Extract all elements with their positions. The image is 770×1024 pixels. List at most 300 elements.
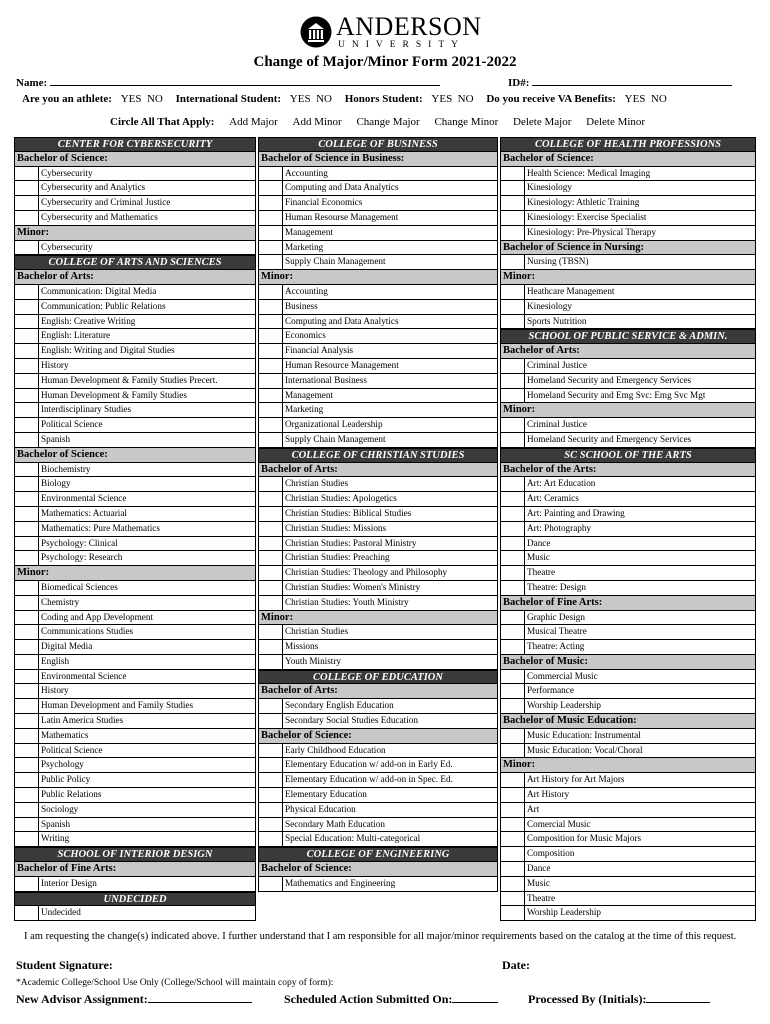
- program-checkbox[interactable]: [259, 522, 283, 536]
- program-checkbox[interactable]: [259, 181, 283, 195]
- program-checkbox[interactable]: [259, 241, 283, 255]
- international-options[interactable]: YES NO: [289, 93, 332, 105]
- program-label: Organizational Leadership: [285, 419, 383, 430]
- program-label: Financial Economics: [285, 197, 363, 208]
- program-checkbox[interactable]: [259, 374, 283, 388]
- program-label: Biology: [41, 478, 71, 489]
- program-checkbox[interactable]: [15, 522, 39, 536]
- program-row: [14, 670, 256, 685]
- program-label: Music: [527, 877, 550, 888]
- program-checkbox[interactable]: [259, 744, 283, 758]
- program-checkbox[interactable]: [501, 906, 525, 920]
- program-label: Interdisciplinary Studies: [41, 404, 132, 415]
- program-checkbox[interactable]: [259, 625, 283, 639]
- program-checkbox[interactable]: [259, 537, 283, 551]
- program-label: Marketing: [285, 241, 324, 252]
- program-checkbox[interactable]: [259, 507, 283, 521]
- program-checkbox[interactable]: [15, 196, 39, 210]
- program-checkbox[interactable]: [15, 788, 39, 802]
- program-row: [258, 507, 498, 522]
- program-checkbox[interactable]: [501, 433, 525, 447]
- program-row: [258, 329, 498, 344]
- advisor-label: New Advisor Assignment:: [16, 992, 148, 1006]
- program-checkbox[interactable]: [259, 167, 283, 181]
- program-row: [500, 315, 756, 330]
- program-label: Mathematics and Engineering: [285, 877, 396, 888]
- program-checkbox[interactable]: [259, 344, 283, 358]
- degree-header: Minor:: [258, 270, 498, 285]
- name-label: Name:: [16, 77, 50, 89]
- program-checkbox[interactable]: [259, 255, 283, 269]
- program-row: [258, 640, 498, 655]
- logo-name: ANDERSON: [336, 12, 482, 41]
- program-checkbox[interactable]: [15, 714, 39, 728]
- international-label: International Student:: [175, 93, 282, 105]
- program-label: Homeland Security and Emergency Services: [527, 433, 692, 444]
- program-checkbox[interactable]: [15, 551, 39, 565]
- section-header-center-for-cybersecurity: CENTER FOR CYBERSECURITY: [14, 137, 256, 152]
- program-checkbox[interactable]: [259, 329, 283, 343]
- program-row: [14, 640, 256, 655]
- section-header-college-of-christian-studies: COLLEGE OF CHRISTIAN STUDIES: [258, 448, 498, 463]
- program-checkbox[interactable]: [501, 181, 525, 195]
- program-checkbox[interactable]: [501, 167, 525, 181]
- program-label: Performance: [527, 685, 574, 696]
- program-checkbox[interactable]: [259, 285, 283, 299]
- program-label: Art History: [527, 789, 570, 800]
- program-column-left: [14, 137, 256, 921]
- program-checkbox[interactable]: [501, 818, 525, 832]
- program-checkbox[interactable]: [501, 492, 525, 506]
- program-checkbox[interactable]: [501, 300, 525, 314]
- program-checkbox[interactable]: [15, 773, 39, 787]
- program-row: [500, 684, 756, 699]
- degree-header: Bachelor of Arts:: [258, 684, 498, 699]
- program-checkbox[interactable]: [15, 418, 39, 432]
- program-checkbox[interactable]: [259, 566, 283, 580]
- advisor-field[interactable]: [148, 993, 252, 1003]
- processed-row: [528, 992, 710, 1007]
- program-column-right: [500, 137, 756, 921]
- program-row: [500, 862, 756, 877]
- program-checkbox[interactable]: [15, 374, 39, 388]
- program-row: [14, 167, 256, 182]
- program-checkbox[interactable]: [15, 329, 39, 343]
- program-label: International Business: [285, 374, 367, 385]
- degree-header: Minor:: [258, 611, 498, 626]
- program-row: [500, 847, 756, 862]
- program-row: [14, 433, 256, 448]
- program-checkbox[interactable]: [501, 729, 525, 743]
- program-row: [258, 581, 498, 596]
- program-row: [14, 315, 256, 330]
- program-label: Art: Ceramics: [527, 493, 579, 504]
- program-checkbox[interactable]: [501, 581, 525, 595]
- program-row: [258, 714, 498, 729]
- program-row: [500, 389, 756, 404]
- program-row: [14, 611, 256, 626]
- program-row: [14, 329, 256, 344]
- processed-label: Processed By (Initials):: [528, 992, 647, 1006]
- program-checkbox[interactable]: [259, 758, 283, 772]
- section-header-undecided: UNDECIDED: [14, 892, 256, 907]
- program-checkbox[interactable]: [501, 226, 525, 240]
- program-label: Biomedical Sciences: [41, 581, 118, 592]
- date-row: [502, 958, 733, 973]
- program-checkbox[interactable]: [501, 862, 525, 876]
- program-label: Management: [285, 389, 333, 400]
- program-checkbox[interactable]: [15, 803, 39, 817]
- program-label: Art: Photography: [527, 522, 592, 533]
- program-checkbox[interactable]: [15, 537, 39, 551]
- program-checkbox[interactable]: [15, 241, 39, 255]
- program-checkbox[interactable]: [501, 773, 525, 787]
- program-label: Composition for Music Majors: [527, 833, 642, 844]
- program-row: [14, 374, 256, 389]
- program-checkbox[interactable]: [259, 877, 283, 891]
- program-checkbox[interactable]: [15, 344, 39, 358]
- program-row: [258, 758, 498, 773]
- program-checkbox[interactable]: [259, 818, 283, 832]
- program-checkbox[interactable]: [15, 596, 39, 610]
- program-checkbox[interactable]: [15, 167, 39, 181]
- program-row: [500, 625, 756, 640]
- name-field[interactable]: [50, 76, 440, 86]
- processed-field[interactable]: [646, 993, 710, 1003]
- program-label: History: [41, 685, 69, 696]
- program-checkbox[interactable]: [501, 640, 525, 654]
- program-checkbox[interactable]: [15, 877, 39, 891]
- id-row: [508, 76, 732, 89]
- program-label: Music Education: Vocal/Choral: [527, 744, 643, 755]
- program-label: Psychology: Clinical: [41, 537, 118, 548]
- program-label: English: Creative Writing: [41, 315, 136, 326]
- program-checkbox[interactable]: [259, 433, 283, 447]
- program-row: [14, 537, 256, 552]
- program-checkbox[interactable]: [501, 670, 525, 684]
- degree-header: Bachelor of Science:: [258, 729, 498, 744]
- scheduled-field[interactable]: [452, 993, 498, 1003]
- program-label: Mathematics: Pure Mathematics: [41, 522, 160, 533]
- program-row: [258, 344, 498, 359]
- program-row: [14, 181, 256, 196]
- program-checkbox[interactable]: [501, 892, 525, 906]
- program-label: Chemistry: [41, 596, 80, 607]
- program-row: [500, 551, 756, 566]
- program-checkbox[interactable]: [501, 211, 525, 225]
- program-checkbox[interactable]: [259, 655, 283, 669]
- program-row: [500, 729, 756, 744]
- degree-header: Bachelor of Science in Nursing:: [500, 241, 756, 256]
- program-row: [14, 788, 256, 803]
- program-checkbox[interactable]: [259, 196, 283, 210]
- program-row: [500, 492, 756, 507]
- program-checkbox[interactable]: [501, 315, 525, 329]
- program-checkbox[interactable]: [15, 492, 39, 506]
- degree-header: Bachelor of Fine Arts:: [14, 862, 256, 877]
- program-label: History: [41, 359, 69, 370]
- program-checkbox[interactable]: [259, 477, 283, 491]
- program-label: Mathematics: Actuarial: [41, 507, 127, 518]
- program-checkbox[interactable]: [501, 374, 525, 388]
- program-label: Special Education: Multi-categorical: [285, 833, 421, 844]
- program-label: Composition: [527, 848, 575, 859]
- signature-field[interactable]: [116, 959, 486, 969]
- program-checkbox[interactable]: [15, 655, 39, 669]
- program-checkbox[interactable]: [501, 847, 525, 861]
- program-label: Management: [285, 226, 333, 237]
- program-checkbox[interactable]: [15, 181, 39, 195]
- degree-header: Bachelor of Science:: [258, 862, 498, 877]
- program-row: [14, 211, 256, 226]
- program-checkbox[interactable]: [259, 714, 283, 728]
- program-label: Christian Studies: [285, 478, 349, 489]
- program-checkbox[interactable]: [259, 773, 283, 787]
- program-checkbox[interactable]: [259, 492, 283, 506]
- program-checkbox[interactable]: [15, 315, 39, 329]
- program-row: [14, 551, 256, 566]
- program-checkbox[interactable]: [15, 832, 39, 846]
- program-checkbox[interactable]: [259, 551, 283, 565]
- degree-header: Minor:: [14, 566, 256, 581]
- program-row: [258, 492, 498, 507]
- program-label: Biochemistry: [41, 463, 91, 474]
- program-label: Theatre: Design: [527, 581, 586, 592]
- program-row: [14, 596, 256, 611]
- program-row: [14, 773, 256, 788]
- program-checkbox[interactable]: [259, 581, 283, 595]
- degree-header: Minor:: [500, 403, 756, 418]
- degree-header: Bachelor of Science:: [14, 448, 256, 463]
- program-checkbox[interactable]: [259, 315, 283, 329]
- program-checkbox[interactable]: [501, 359, 525, 373]
- program-label: Christian Studies: Pastoral Ministry: [285, 537, 417, 548]
- program-checkbox[interactable]: [501, 196, 525, 210]
- program-checkbox[interactable]: [501, 832, 525, 846]
- program-row: [500, 167, 756, 182]
- program-checkbox[interactable]: [15, 744, 39, 758]
- degree-header: Minor:: [500, 758, 756, 773]
- program-checkbox[interactable]: [259, 418, 283, 432]
- program-row: [500, 181, 756, 196]
- program-label: Cybersecurity and Analytics: [41, 182, 146, 193]
- degree-header: Bachelor of Science:: [500, 152, 756, 167]
- option-delete-minor[interactable]: Delete Minor: [586, 116, 646, 128]
- program-checkbox[interactable]: [15, 611, 39, 625]
- program-label: Mathematics: [41, 729, 89, 740]
- program-label: Music: [527, 552, 550, 563]
- program-label: Computing and Data Analytics: [285, 182, 399, 193]
- program-row: [14, 477, 256, 492]
- program-checkbox[interactable]: [259, 803, 283, 817]
- program-row: [500, 359, 756, 374]
- program-checkbox[interactable]: [501, 255, 525, 269]
- program-row: [500, 906, 756, 921]
- program-row: [14, 507, 256, 522]
- program-row: [14, 699, 256, 714]
- program-checkbox[interactable]: [15, 403, 39, 417]
- athlete-label: Are you an athlete:: [22, 93, 112, 105]
- program-row: [500, 285, 756, 300]
- program-row: [500, 877, 756, 892]
- program-row: [14, 729, 256, 744]
- program-row: [500, 773, 756, 788]
- program-checkbox[interactable]: [259, 359, 283, 373]
- program-label: Homeland Security and Emg Svc: Emg Svc Mgt: [527, 389, 706, 400]
- program-checkbox[interactable]: [501, 285, 525, 299]
- program-label: Accounting: [285, 285, 328, 296]
- program-checkbox[interactable]: [15, 507, 39, 521]
- program-checkbox[interactable]: [501, 551, 525, 565]
- option-add-major[interactable]: Add Major: [229, 116, 278, 128]
- signature-row: [16, 958, 486, 973]
- program-row: [258, 522, 498, 537]
- program-row: [258, 537, 498, 552]
- program-row: [14, 300, 256, 315]
- program-checkbox[interactable]: [501, 788, 525, 802]
- id-label: ID#:: [508, 77, 533, 89]
- program-row: [258, 285, 498, 300]
- program-row: [14, 241, 256, 256]
- program-label: Business: [285, 300, 318, 311]
- program-checkbox[interactable]: [259, 389, 283, 403]
- va-options[interactable]: YES NO: [624, 93, 667, 105]
- program-row: [258, 832, 498, 847]
- program-label: Theatre: [527, 567, 556, 578]
- program-row: [258, 803, 498, 818]
- program-checkbox[interactable]: [15, 758, 39, 772]
- program-row: [500, 611, 756, 626]
- program-row: [14, 655, 256, 670]
- program-row: [500, 537, 756, 552]
- program-checkbox[interactable]: [501, 744, 525, 758]
- program-label: Dance: [527, 863, 551, 874]
- option-delete-major[interactable]: Delete Major: [513, 116, 572, 128]
- program-checkbox[interactable]: [15, 906, 39, 920]
- program-checkbox[interactable]: [501, 877, 525, 891]
- program-checkbox[interactable]: [501, 611, 525, 625]
- program-checkbox[interactable]: [501, 803, 525, 817]
- option-change-minor[interactable]: Change Minor: [434, 116, 499, 128]
- program-checkbox[interactable]: [501, 389, 525, 403]
- program-label: Art History for Art Majors: [527, 774, 625, 785]
- section-header-school-of-public-service-admin: SCHOOL OF PUBLIC SERVICE & ADMIN.: [500, 329, 756, 344]
- id-field[interactable]: [532, 76, 732, 86]
- program-checkbox[interactable]: [15, 463, 39, 477]
- program-row: [14, 522, 256, 537]
- program-label: English: [41, 655, 70, 666]
- program-row: [500, 744, 756, 759]
- program-checkbox[interactable]: [259, 300, 283, 314]
- degree-header: Bachelor of Music:: [500, 655, 756, 670]
- program-label: Kinesiology: [527, 182, 572, 193]
- program-checkbox[interactable]: [15, 211, 39, 225]
- program-row: [500, 670, 756, 685]
- honors-options[interactable]: YES NO: [431, 93, 474, 105]
- program-row: [258, 877, 498, 892]
- program-checkbox[interactable]: [15, 433, 39, 447]
- program-label: Cybersecurity and Criminal Justice: [41, 197, 171, 208]
- program-label: Theatre: [527, 892, 556, 903]
- university-logo: [300, 12, 482, 52]
- program-row: [258, 389, 498, 404]
- program-checkbox[interactable]: [501, 625, 525, 639]
- program-checkbox[interactable]: [15, 389, 39, 403]
- program-checkbox[interactable]: [15, 729, 39, 743]
- program-checkbox[interactable]: [501, 418, 525, 432]
- program-row: [258, 196, 498, 211]
- program-checkbox[interactable]: [15, 670, 39, 684]
- athlete-options[interactable]: YES NO: [120, 93, 163, 105]
- program-row: [500, 418, 756, 433]
- program-checkbox[interactable]: [501, 537, 525, 551]
- program-checkbox[interactable]: [15, 300, 39, 314]
- program-checkbox[interactable]: [259, 226, 283, 240]
- program-label: Kinesiology: Athletic Training: [527, 197, 640, 208]
- program-checkbox[interactable]: [259, 699, 283, 713]
- program-checkbox[interactable]: [15, 684, 39, 698]
- program-checkbox[interactable]: [15, 581, 39, 595]
- section-header-college-of-education: COLLEGE OF EDUCATION: [258, 670, 498, 685]
- program-row: [500, 803, 756, 818]
- program-checkbox[interactable]: [15, 640, 39, 654]
- program-checkbox[interactable]: [15, 285, 39, 299]
- program-checkbox[interactable]: [259, 403, 283, 417]
- program-row: [14, 803, 256, 818]
- program-checkbox[interactable]: [259, 640, 283, 654]
- program-label: Spanish: [41, 433, 71, 444]
- program-checkbox[interactable]: [15, 699, 39, 713]
- program-checkbox[interactable]: [15, 477, 39, 491]
- program-label: Secondary Social Studies Education: [285, 715, 418, 726]
- program-row: [14, 744, 256, 759]
- program-checkbox[interactable]: [259, 832, 283, 846]
- program-checkbox[interactable]: [501, 477, 525, 491]
- program-checkbox[interactable]: [15, 818, 39, 832]
- program-checkbox[interactable]: [501, 684, 525, 698]
- program-row: [500, 832, 756, 847]
- program-checkbox[interactable]: [501, 699, 525, 713]
- program-row: [258, 167, 498, 182]
- degree-header: Bachelor of Science in Business:: [258, 152, 498, 167]
- program-checkbox[interactable]: [501, 522, 525, 536]
- program-checkbox[interactable]: [259, 211, 283, 225]
- program-label: Coding and App Development: [41, 611, 154, 622]
- program-row: [14, 492, 256, 507]
- option-change-major[interactable]: Change Major: [356, 116, 420, 128]
- program-checkbox[interactable]: [501, 507, 525, 521]
- program-label: Communications Studies: [41, 626, 134, 637]
- program-row: [14, 906, 256, 921]
- program-label: Psychology: [41, 759, 84, 770]
- circle-label: Circle All That Apply:: [110, 116, 215, 128]
- program-checkbox[interactable]: [15, 625, 39, 639]
- program-label: Christian Studies: Theology and Philosophy: [285, 567, 448, 578]
- program-label: Marketing: [285, 404, 324, 415]
- program-label: Secondary Math Education: [285, 818, 386, 829]
- program-checkbox[interactable]: [259, 596, 283, 610]
- program-label: Music Education: Instrumental: [527, 729, 641, 740]
- option-add-minor[interactable]: Add Minor: [292, 116, 342, 128]
- program-label: Cybersecurity: [41, 241, 93, 252]
- date-field[interactable]: [533, 959, 733, 969]
- program-checkbox[interactable]: [15, 359, 39, 373]
- degree-header: Bachelor of Arts:: [14, 270, 256, 285]
- program-label: Communication: Public Relations: [41, 300, 166, 311]
- program-checkbox[interactable]: [259, 788, 283, 802]
- program-checkbox[interactable]: [501, 566, 525, 580]
- program-row: [258, 818, 498, 833]
